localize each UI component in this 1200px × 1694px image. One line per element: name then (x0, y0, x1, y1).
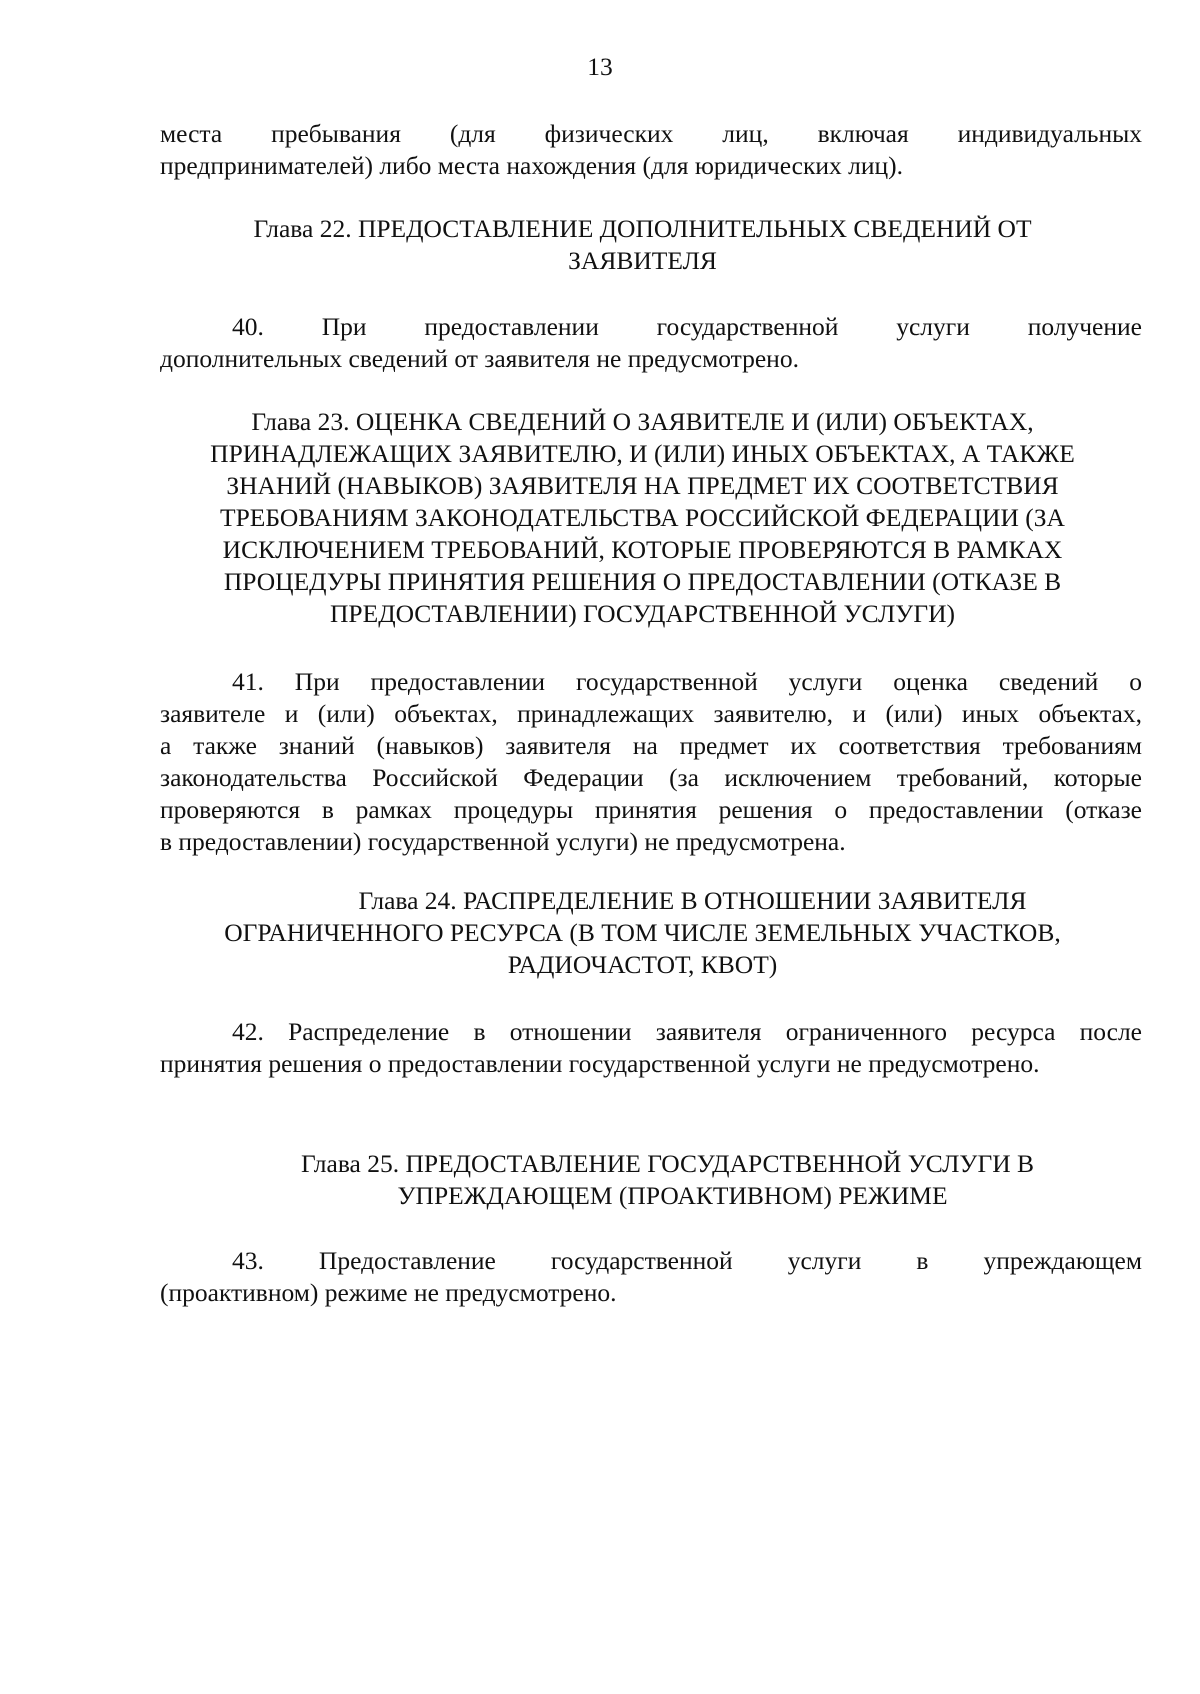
chapter-23-line-2: ПРИНАДЛЕЖАЩИХ ЗАЯВИТЕЛЮ, И (ИЛИ) ИНЫХ ОБЪЕКТАХ, А ТАКЖЕ (210, 439, 1075, 468)
intro-line-2: предпринимателей) либо места нахождения (для юридических лиц). (160, 151, 904, 180)
chapter-23-heading (140, 406, 1145, 630)
paragraph-40 (160, 311, 1142, 375)
paragraph-43-line-2: (проактивном) режиме не предусмотрено. (160, 1278, 617, 1307)
chapter-24-heading (140, 885, 1145, 981)
paragraph-42 (160, 1016, 1142, 1080)
intro-line-1: места пребывания (для физических лиц, включая индивидуальных (160, 119, 1142, 148)
paragraph-41 (160, 666, 1142, 858)
paragraph-43-line-1: 43. Предоставление государственной услуги в упреждающем (232, 1246, 1142, 1275)
paragraph-41-line-4: законодательства Российской Федерации (за исключением требований, которые (160, 763, 1142, 792)
chapter-23-line-3: ЗНАНИЙ (НАВЫКОВ) ЗАЯВИТЕЛЯ НА ПРЕДМЕТ ИХ СООТВЕТСТВИЯ (226, 471, 1059, 500)
chapter-25-line-2: УПРЕЖДАЮЩЕМ (ПРОАКТИВНОМ) РЕЖИМЕ (397, 1181, 948, 1210)
paragraph-40-line-1: 40. При предоставлении государственной услуги получение (232, 312, 1142, 341)
chapter-24-line-2: ОГРАНИЧЕННОГО РЕСУРСА (В ТОМ ЧИСЛЕ ЗЕМЕЛЬНЫХ УЧАСТКОВ, (224, 918, 1061, 947)
chapter-24-line-3: РАДИОЧАСТОТ, КВОТ) (507, 950, 778, 979)
paragraph-42-line-1: 42. Распределение в отношении заявителя ограниченного ресурса после (232, 1017, 1142, 1046)
chapter-23-line-5: ИСКЛЮЧЕНИЕМ ТРЕБОВАНИЙ, КОТОРЫЕ ПРОВЕРЯЮТСЯ В РАМКАХ (222, 535, 1063, 564)
paragraph-40-line-2: дополнительных сведений от заявителя не предусмотрено. (160, 344, 799, 373)
paragraph-42-line-2: принятия решения о предоставлении государственной услуги не предусмотрено. (160, 1049, 1040, 1078)
intro-paragraph (160, 118, 1142, 182)
chapter-22-line-1: Глава 22. ПРЕДОСТАВЛЕНИЕ ДОПОЛНИТЕЛЬНЫХ СВЕДЕНИЙ ОТ (253, 214, 1032, 243)
chapter-22-line-2: ЗАЯВИТЕЛЯ (568, 246, 717, 275)
chapter-23-line-6: ПРОЦЕДУРЫ ПРИНЯТИЯ РЕШЕНИЯ О ПРЕДОСТАВЛЕНИИ (ОТКАЗЕ В (223, 567, 1062, 596)
paragraph-41-line-1: 41. При предоставлении государственной услуги оценка сведений о (232, 667, 1142, 696)
paragraph-41-line-2: заявителе и (или) объектах, принадлежащих заявителю, и (или) иных объектах, (160, 699, 1142, 728)
chapter-22-heading (140, 213, 1145, 277)
paragraph-41-line-5: проверяются в рамках процедуры принятия решения о предоставлении (отказе (160, 795, 1142, 824)
chapter-24-line-1: Глава 24. РАСПРЕДЕЛЕНИЕ В ОТНОШЕНИИ ЗАЯВИТЕЛЯ (358, 886, 1027, 915)
page-number: 13 (587, 52, 613, 81)
chapter-25-heading (140, 1148, 1145, 1212)
chapter-23-line-4: ТРЕБОВАНИЯМ ЗАКОНОДАТЕЛЬСТВА РОССИЙСКОЙ ФЕДЕРАЦИИ (ЗА (220, 503, 1065, 532)
chapter-25-line-1: Глава 25. ПРЕДОСТАВЛЕНИЕ ГОСУДАРСТВЕННОЙ УСЛУГИ В (300, 1149, 1035, 1178)
chapter-23-line-7: ПРЕДОСТАВЛЕНИИ) ГОСУДАРСТВЕННОЙ УСЛУГИ) (330, 599, 955, 628)
chapter-23-line-1: Глава 23. ОЦЕНКА СВЕДЕНИЙ О ЗАЯВИТЕЛЕ И (ИЛИ) ОБЪЕКТАХ, (251, 407, 1034, 436)
paragraph-41-line-6: в предоставлении) государственной услуги) не предусмотрена. (160, 827, 846, 856)
paragraph-43 (160, 1245, 1142, 1309)
paragraph-41-line-3: а также знаний (навыков) заявителя на предмет их соответствия требованиям (160, 731, 1142, 760)
